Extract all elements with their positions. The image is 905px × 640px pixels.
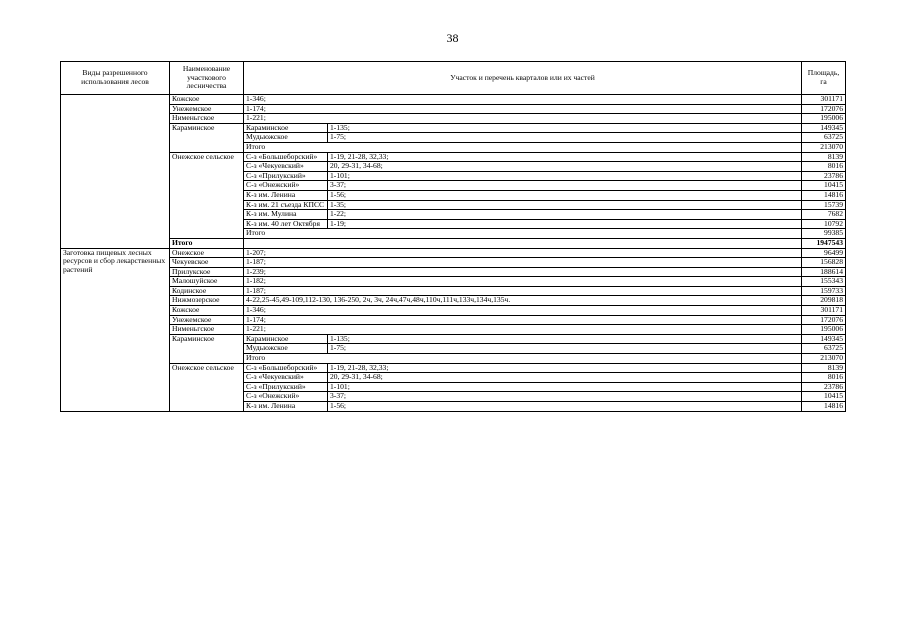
sub-area-cell: К-з им. Ленина [244,402,328,412]
quarters-cell: 1-221; [244,325,802,335]
forestry-cell: Караминское [170,334,244,363]
table-row [61,114,846,124]
sub-area-cell: Караминское [244,123,328,133]
forestry-cell: Малошуйское [170,277,244,287]
table-row [61,104,846,114]
header-forestry: Наименование участкового лесничества [170,62,244,95]
header-use-type: Виды разрешенного использования лесов [61,62,170,95]
area-cell: 172076 [802,315,846,325]
forestry-cell: Кожское [170,306,244,316]
area-cell: 188614 [802,267,846,277]
quarters-cell: 1-101; [328,382,802,392]
area-cell: 10792 [802,219,846,229]
table-row [61,152,846,162]
quarters-cell: 1-346; [244,95,802,105]
table-header-row [61,62,846,95]
area-cell: 155343 [802,277,846,287]
sub-area-cell: Мудьюжское [244,133,328,143]
area-cell: 149345 [802,123,846,133]
header-area: Площадь, га [802,62,846,95]
quarters-cell: 1-56; [328,402,802,412]
table-row [61,325,846,335]
forestry-cell: Кодинское [170,286,244,296]
quarters-cell: 4-22,25-45,49-109,112-130, 136-250, 2ч, 3ч, 24ч,47ч,48ч,110ч,111ч,133ч,134ч,135ч. [244,296,802,306]
table-row [61,267,846,277]
table-row [61,123,846,133]
quarters-cell: 1-187; [244,286,802,296]
sub-area-cell: К-з им. 40 лет Октября [244,219,328,229]
area-cell: 10415 [802,392,846,402]
area-cell: 23786 [802,382,846,392]
quarters-cell: 20, 29-31, 34-68; [328,162,802,172]
forestry-cell: Онежское сельское [170,152,244,238]
forestry-cell: Нижмозерское [170,296,244,306]
table-row [61,315,846,325]
area-cell: 23786 [802,171,846,181]
area-cell: 8139 [802,152,846,162]
sub-area-cell: С-з «Большеборский» [244,363,328,373]
area-cell: 195006 [802,114,846,124]
table-row [61,95,846,105]
sub-area-cell: С-з «Онежский» [244,181,328,191]
forestry-cell: Чекуевское [170,258,244,268]
area-cell: 8016 [802,373,846,383]
sub-area-cell: К-з им. Мулина [244,210,328,220]
quarters-cell: 1-19, 21-28, 32,33; [328,363,802,373]
sub-area-cell: К-з им. 21 съезда КПСС [244,200,328,210]
quarters-cell: 1-182; [244,277,802,287]
quarters-cell: 1-207; [244,248,802,258]
area-cell: 96499 [802,248,846,258]
area-cell: 172076 [802,104,846,114]
area-cell: 14816 [802,402,846,412]
table-row [61,248,846,258]
table-row [61,258,846,268]
area-cell: 209818 [802,296,846,306]
quarters-cell: 1-22; [328,210,802,220]
forestry-cell: Кожское [170,95,244,105]
forestry-cell: Караминское [170,123,244,152]
quarters-cell: 1-221; [244,114,802,124]
quarters-cell [244,238,802,248]
sub-area-cell: С-з «Большеборский» [244,152,328,162]
area-cell: 8139 [802,363,846,373]
area-cell: 63725 [802,344,846,354]
table-row [61,277,846,287]
area-cell: 149345 [802,334,846,344]
area-cell: 195006 [802,325,846,335]
area-cell: 14816 [802,190,846,200]
area-cell: 15739 [802,200,846,210]
quarters-cell: 1-239; [244,267,802,277]
table-row [61,296,846,306]
area-cell: 213070 [802,142,846,152]
table-row [61,363,846,373]
table-row-total [61,238,846,248]
page-number: 38 [446,31,459,45]
forestry-cell: Нименьгское [170,325,244,335]
area-cell: 159733 [802,286,846,296]
total-label-cell: Итого [170,238,244,248]
quarters-cell: 1-174; [244,315,802,325]
quarters-cell: 1-101; [328,171,802,181]
table-row [61,334,846,344]
area-cell: 301171 [802,306,846,316]
area-cell: 213070 [802,354,846,364]
area-cell: 10415 [802,181,846,191]
forestry-cell: Прилукское [170,267,244,277]
quarters-cell: 20, 29-31, 34-68; [328,373,802,383]
area-cell: 301171 [802,95,846,105]
area-cell: 7682 [802,210,846,220]
quarters-cell: 1-19; [328,219,802,229]
area-cell: 99385 [802,229,846,239]
quarters-cell: 1-35; [328,200,802,210]
area-cell: 63725 [802,133,846,143]
quarters-cell: 3-37; [328,181,802,191]
subtotal-label-cell: Итого [244,142,802,152]
use-type-cell [61,95,170,249]
sub-area-cell: Караминское [244,334,328,344]
sub-area-cell: С-з «Прилукский» [244,171,328,181]
quarters-cell: 1-187; [244,258,802,268]
forest-use-table [60,61,846,412]
quarters-cell: 1-75; [328,344,802,354]
area-cell: 156828 [802,258,846,268]
area-cell: 8016 [802,162,846,172]
header-quarters: Участок и перечень кварталов или их частей [244,62,802,95]
quarters-cell: 3-37; [328,392,802,402]
sub-area-cell: Мудьюжское [244,344,328,354]
table-row [61,286,846,296]
quarters-cell: 1-135; [328,334,802,344]
subtotal-label-cell: Итого [244,229,802,239]
forestry-cell: Унежемское [170,315,244,325]
quarters-cell: 1-56; [328,190,802,200]
sub-area-cell: С-з «Прилукский» [244,382,328,392]
quarters-cell: 1-19, 21-28, 32,33; [328,152,802,162]
forestry-cell: Онежское сельское [170,363,244,411]
quarters-cell: 1-346; [244,306,802,316]
quarters-cell: 1-174; [244,104,802,114]
use-type-cell: Заготовка пищевых лесных ресурсов и сбор лекарственных растений [61,248,170,411]
sub-area-cell: С-з «Чекуевский» [244,373,328,383]
quarters-cell: 1-135; [328,123,802,133]
forestry-cell: Унежемское [170,104,244,114]
table-row [61,306,846,316]
quarters-cell: 1-75; [328,133,802,143]
forestry-cell: Онежское [170,248,244,258]
subtotal-label-cell: Итого [244,354,802,364]
forestry-cell: Нименьгское [170,114,244,124]
total-area-cell: 1947543 [802,238,846,248]
sub-area-cell: С-з «Чекуевский» [244,162,328,172]
sub-area-cell: К-з им. Ленина [244,190,328,200]
sub-area-cell: С-з «Онежский» [244,392,328,402]
